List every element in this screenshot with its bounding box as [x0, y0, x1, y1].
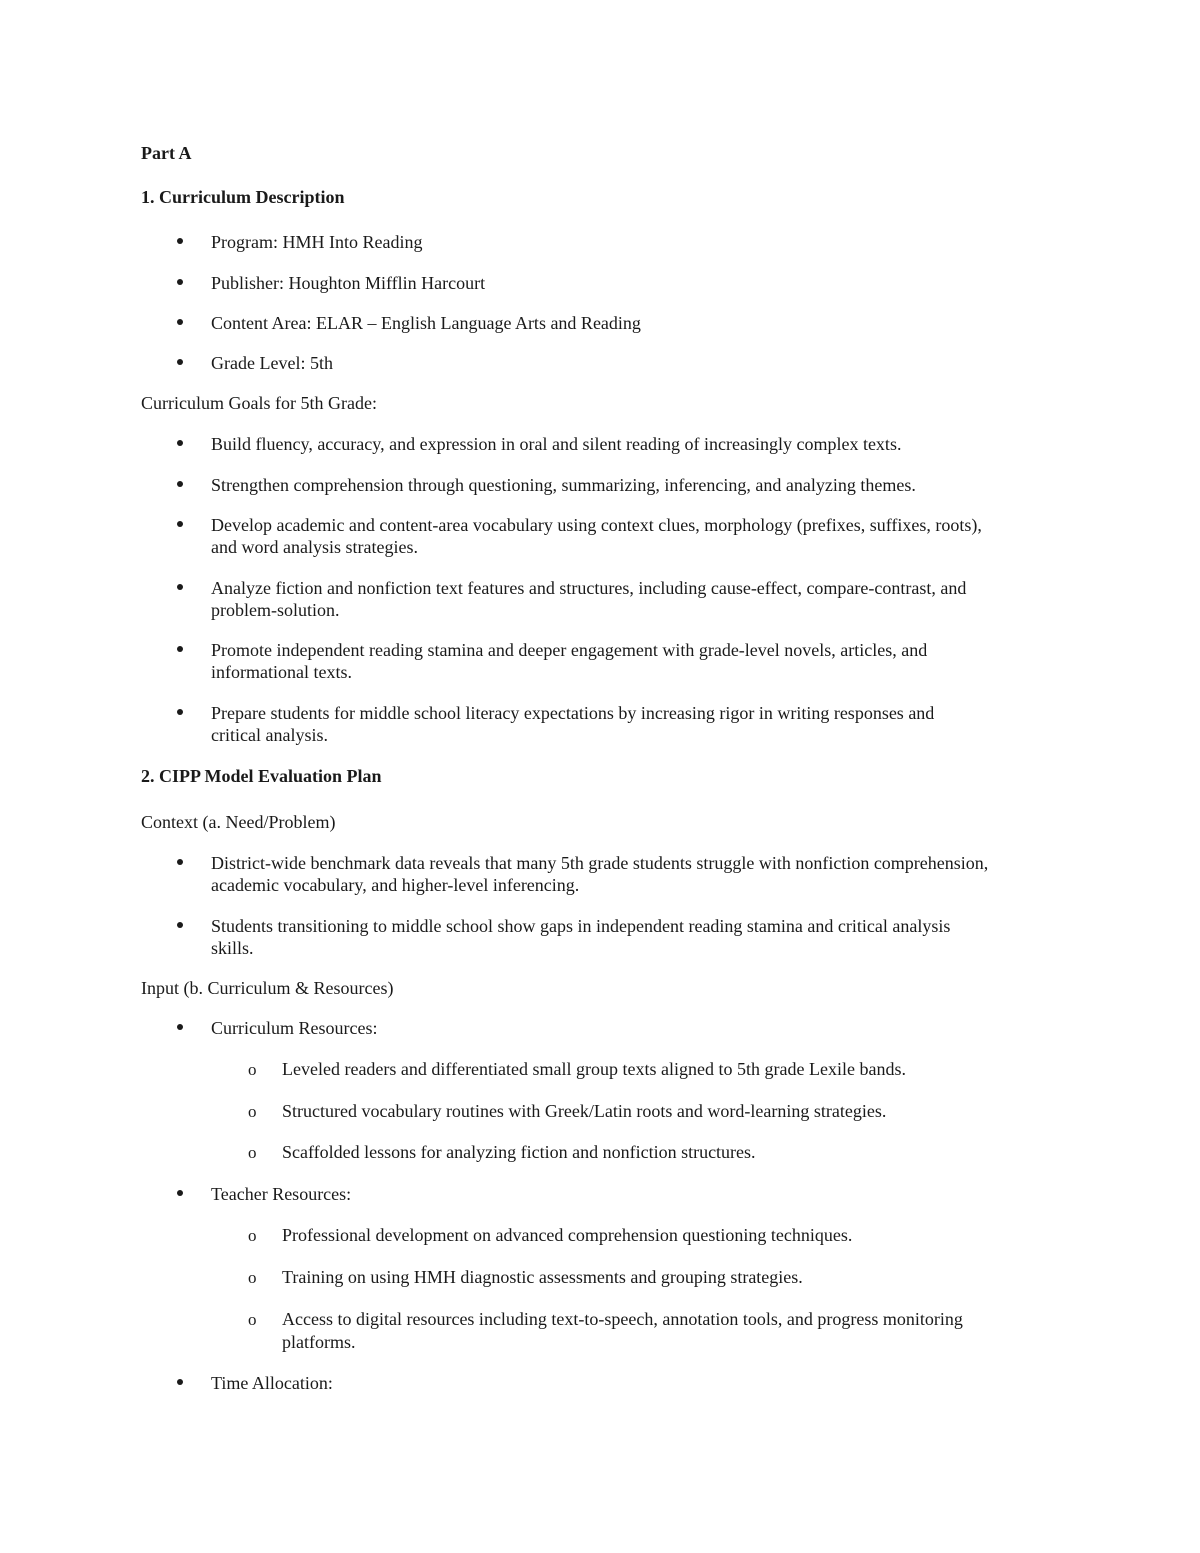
bullet-icon [177, 1024, 183, 1030]
list-item-continuation: and word analysis strategies. [211, 537, 418, 557]
input-label: Input (b. Curriculum & Resources) [141, 978, 394, 998]
context-label: Context (a. Need/Problem) [141, 812, 336, 832]
bullet-icon [177, 238, 183, 244]
bullet-icon [177, 646, 183, 652]
part-title: Part A [141, 143, 192, 163]
sub-bullet-icon: o [248, 1060, 257, 1079]
list-item: Strengthen comprehension through questioning, summarizing, inferencing, and analyzing themes. [211, 475, 916, 495]
bullet-icon [177, 709, 183, 715]
list-item: Prepare students for middle school literacy expectations by increasing rigor in writing responses and [211, 703, 935, 723]
list-item: Teacher Resources: [211, 1184, 352, 1204]
sub-list-item: Scaffolded lessons for analyzing fiction and nonfiction structures. [282, 1142, 756, 1162]
bullet-icon [177, 521, 183, 527]
bullet-icon [177, 440, 183, 446]
list-item: Promote independent reading stamina and deeper engagement with grade-level novels, articles, and [211, 640, 928, 660]
sub-list-item-continuation: platforms. [282, 1332, 356, 1352]
bullet-icon [177, 359, 183, 365]
section-heading-cipp: 2. CIPP Model Evaluation Plan [141, 766, 382, 786]
bullet-icon [177, 319, 183, 325]
list-item: Time Allocation: [211, 1373, 333, 1393]
bullet-icon [177, 1379, 183, 1385]
list-item: District-wide benchmark data reveals that many 5th grade students struggle with nonfiction comprehension, [211, 853, 989, 873]
list-item: Curriculum Resources: [211, 1018, 378, 1038]
list-item: Students transitioning to middle school show gaps in independent reading stamina and critical analysis [211, 916, 951, 936]
list-item: Content Area: ELAR – English Language Arts and Reading [211, 313, 641, 333]
list-item-continuation: skills. [211, 938, 254, 958]
list-item: Grade Level: 5th [211, 353, 333, 373]
list-item-continuation: informational texts. [211, 662, 352, 682]
section-heading-curriculum-description: 1. Curriculum Description [141, 187, 345, 207]
sub-bullet-icon: o [248, 1143, 257, 1162]
bullet-icon [177, 481, 183, 487]
bullet-icon [177, 859, 183, 865]
list-item-continuation: academic vocabulary, and higher-level inferencing. [211, 875, 580, 895]
sub-bullet-icon: o [248, 1226, 257, 1245]
sub-list-item: Access to digital resources including text-to-speech, annotation tools, and progress monitoring [282, 1309, 963, 1329]
bullet-icon [177, 922, 183, 928]
goals-label: Curriculum Goals for 5th Grade: [141, 393, 377, 413]
sub-list-item: Leveled readers and differentiated small group texts aligned to 5th grade Lexile bands. [282, 1059, 906, 1079]
list-item-continuation: problem-solution. [211, 600, 340, 620]
bullet-icon [177, 279, 183, 285]
list-item: Develop academic and content-area vocabulary using context clues, morphology (prefixes, suffixes, roots), [211, 515, 982, 535]
sub-bullet-icon: o [248, 1102, 257, 1121]
sub-bullet-icon: o [248, 1310, 257, 1329]
list-item: Publisher: Houghton Mifflin Harcourt [211, 273, 486, 293]
bullet-icon [177, 584, 183, 590]
sub-list-item: Training on using HMH diagnostic assessments and grouping strategies. [282, 1267, 803, 1287]
sub-list-item: Professional development on advanced comprehension questioning techniques. [282, 1225, 853, 1245]
bullet-icon [177, 1190, 183, 1196]
list-item: Program: HMH Into Reading [211, 232, 423, 252]
sub-list-item: Structured vocabulary routines with Greek/Latin roots and word-learning strategies. [282, 1101, 887, 1121]
list-item: Build fluency, accuracy, and expression in oral and silent reading of increasingly complex texts. [211, 434, 902, 454]
sub-bullet-icon: o [248, 1268, 257, 1287]
list-item-continuation: critical analysis. [211, 725, 328, 745]
list-item: Analyze fiction and nonfiction text features and structures, including cause-effect, compare-contrast, and [211, 578, 967, 598]
